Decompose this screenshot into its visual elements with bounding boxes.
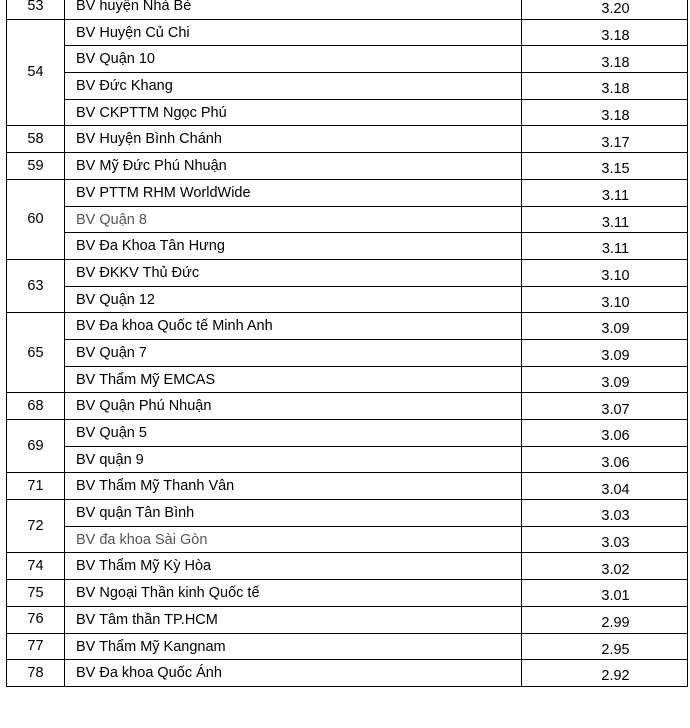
table-row	[7, 393, 688, 420]
rank-cell: 58	[7, 126, 65, 153]
table-row	[7, 153, 688, 180]
rank-cell: 69	[7, 420, 65, 473]
score-cell: 3.01	[522, 580, 688, 607]
table-row	[7, 446, 688, 473]
score-cell: 3.03	[522, 500, 688, 527]
score-cell: 3.03	[522, 526, 688, 553]
table-row	[7, 206, 688, 233]
score-cell: 3.11	[522, 179, 688, 206]
hospital-name-cell: BV Quận Phú Nhuận	[65, 393, 522, 420]
score-cell: 3.20	[522, 0, 688, 19]
table-row	[7, 580, 688, 607]
hospital-name-cell: BV Đa Khoa Tân Hưng	[65, 233, 522, 260]
hospital-name-cell: BV Quận 12	[65, 286, 522, 313]
hospital-name-cell: BV Đức Khang	[65, 73, 522, 100]
hospital-name-cell: BV huyện Nhà Bè	[65, 0, 522, 19]
table-row	[7, 500, 688, 527]
rank-cell: 63	[7, 259, 65, 312]
rank-cell: 68	[7, 393, 65, 420]
hospital-ranking-table	[6, 0, 688, 687]
hospital-name-cell: BV ĐKKV Thủ Đức	[65, 259, 522, 286]
hospital-name-cell: BV Thẩm Mỹ EMCAS	[65, 366, 522, 393]
rank-cell: 74	[7, 553, 65, 580]
score-cell: 3.06	[522, 420, 688, 447]
hospital-name-cell: BV Thẩm Mỹ Kỳ Hòa	[65, 553, 522, 580]
score-cell: 2.92	[522, 660, 688, 687]
hospital-name-cell: BV Ngoại Thần kinh Quốc tế	[65, 580, 522, 607]
table-row	[7, 259, 688, 286]
score-cell: 3.18	[522, 73, 688, 100]
rank-cell: 71	[7, 473, 65, 500]
score-cell: 3.09	[522, 366, 688, 393]
score-cell: 3.10	[522, 286, 688, 313]
table-row	[7, 46, 688, 73]
hospital-name-cell: BV Huyện Củ Chi	[65, 19, 522, 46]
score-cell: 3.11	[522, 233, 688, 260]
score-cell: 3.09	[522, 313, 688, 340]
rank-cell: 65	[7, 313, 65, 393]
hospital-name-cell: BV Quận 10	[65, 46, 522, 73]
table-row	[7, 660, 688, 687]
hospital-name-cell: BV đa khoa Sài Gòn	[65, 526, 522, 553]
table-row	[7, 73, 688, 100]
table-row	[7, 179, 688, 206]
table-row	[7, 420, 688, 447]
table-row	[7, 339, 688, 366]
score-cell: 2.99	[522, 606, 688, 633]
rank-cell: 78	[7, 660, 65, 687]
table-row	[7, 553, 688, 580]
table-row	[7, 126, 688, 153]
table-row	[7, 19, 688, 46]
hospital-name-cell: BV Quận 8	[65, 206, 522, 233]
hospital-name-cell: BV Đa khoa Quốc Ánh	[65, 660, 522, 687]
table-row	[7, 526, 688, 553]
table-row	[7, 633, 688, 660]
score-cell: 3.15	[522, 153, 688, 180]
score-cell: 3.17	[522, 126, 688, 153]
score-cell: 3.02	[522, 553, 688, 580]
rank-cell: 54	[7, 19, 65, 126]
hospital-name-cell: BV PTTM RHM WorldWide	[65, 179, 522, 206]
table-row	[7, 233, 688, 260]
hospital-name-cell: BV Quận 5	[65, 420, 522, 447]
score-cell: 3.18	[522, 19, 688, 46]
rank-cell: 72	[7, 500, 65, 553]
table-body	[7, 0, 688, 686]
score-cell: 3.18	[522, 99, 688, 126]
score-cell: 3.09	[522, 339, 688, 366]
score-cell: 3.06	[522, 446, 688, 473]
rank-cell: 53	[7, 0, 65, 19]
hospital-name-cell: BV Thẩm Mỹ Kangnam	[65, 633, 522, 660]
score-cell: 3.07	[522, 393, 688, 420]
rank-cell: 76	[7, 606, 65, 633]
table-row	[7, 366, 688, 393]
table-row	[7, 473, 688, 500]
score-cell: 3.10	[522, 259, 688, 286]
hospital-name-cell: BV Quận 7	[65, 339, 522, 366]
table-row	[7, 0, 688, 19]
hospital-name-cell: BV Huyện Bình Chánh	[65, 126, 522, 153]
rank-cell: 77	[7, 633, 65, 660]
hospital-name-cell: BV Tâm thần TP.HCM	[65, 606, 522, 633]
score-cell: 3.18	[522, 46, 688, 73]
rank-cell: 59	[7, 153, 65, 180]
score-cell: 3.11	[522, 206, 688, 233]
hospital-name-cell: BV quận 9	[65, 446, 522, 473]
score-cell: 3.04	[522, 473, 688, 500]
rank-cell: 75	[7, 580, 65, 607]
hospital-name-cell: BV CKPTTM Ngọc Phú	[65, 99, 522, 126]
rank-cell: 60	[7, 179, 65, 259]
hospital-name-cell: BV Thẩm Mỹ Thanh Vân	[65, 473, 522, 500]
table-row	[7, 99, 688, 126]
hospital-name-cell: BV quận Tân Bình	[65, 500, 522, 527]
hospital-name-cell: BV Mỹ Đức Phú Nhuận	[65, 153, 522, 180]
table-row	[7, 313, 688, 340]
score-cell: 2.95	[522, 633, 688, 660]
table-row	[7, 606, 688, 633]
table-row	[7, 286, 688, 313]
hospital-name-cell: BV Đa khoa Quốc tế Minh Anh	[65, 313, 522, 340]
